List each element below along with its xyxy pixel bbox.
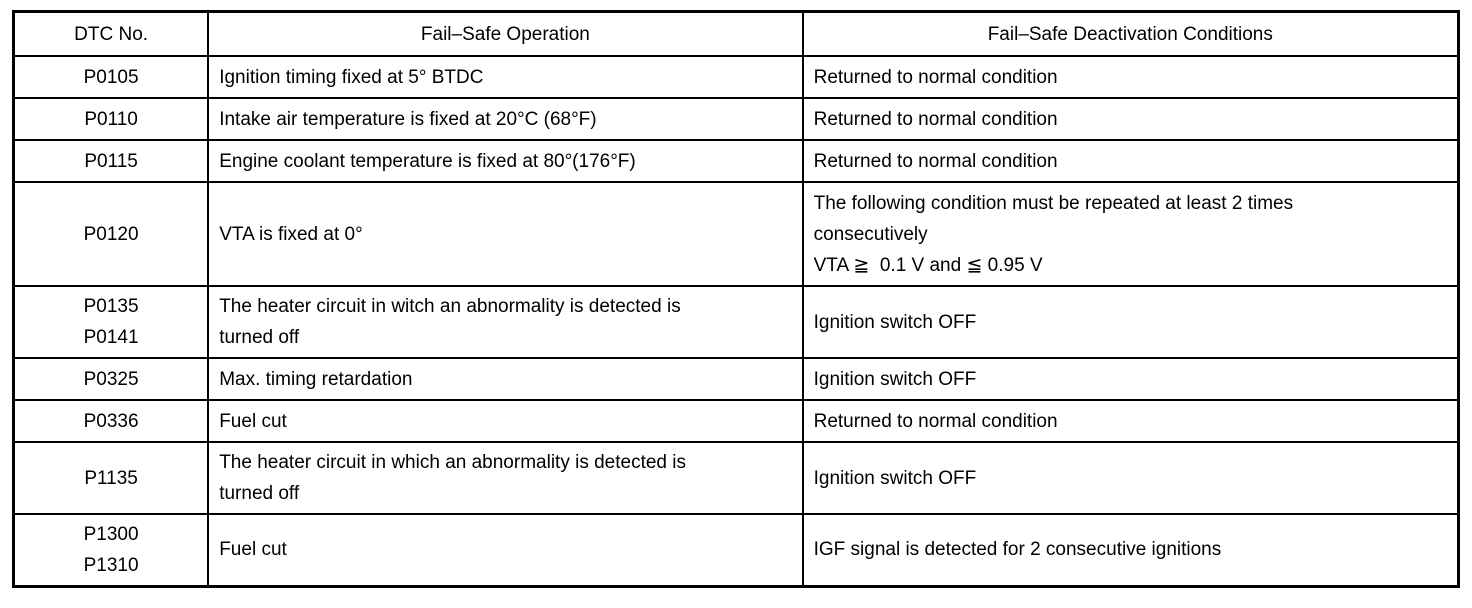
dtc-cell [14,400,209,442]
deactivation-text: Returned to normal condition [813,410,1058,432]
operation-text: Fuel cut [219,539,287,561]
dtc-cell [14,140,209,182]
operation-text: turned off [219,483,300,504]
deactivation-cell [803,400,1459,442]
dtc-code: P1310 [83,554,139,576]
operation-cell [208,286,802,358]
dtc-code: P0115 [84,150,138,172]
dtc-cell [14,182,209,286]
deactivation-cell [803,182,1459,286]
table-row [14,98,1459,140]
deactivation-text: IGF signal is detected for 2 consecutive ignitions [813,539,1222,561]
operation-cell [208,400,802,442]
deactivation-text: consecutively [813,223,928,245]
operation-text: The heater circuit in witch an abnormality is detected is [219,296,681,317]
operation-cell [208,98,802,140]
operation-text: Engine coolant temperature is fixed at 80°(176°F) [219,150,636,172]
deactivation-cell [803,514,1459,586]
table-row [14,358,1459,400]
header-fail-safe-operation: Fail–Safe Operation [208,12,802,57]
dtc-code: P1135 [84,467,138,489]
dtc-cell [14,56,209,98]
header-dtc-no: DTC No. [14,12,209,57]
deactivation-cell [803,358,1459,400]
operation-cell [208,514,802,586]
deactivation-cell [803,286,1459,358]
deactivation-cell [803,98,1459,140]
deactivation-text: Ignition switch OFF [813,311,977,333]
operation-cell [208,182,802,286]
dtc-cell [14,442,209,514]
dtc-code: P0135 [83,296,139,317]
deactivation-text: The following condition must be repeated at least 2 times [813,192,1294,214]
operation-text: VTA is fixed at 0° [219,223,363,245]
operation-text: Max. timing retardation [219,368,413,390]
operation-cell [208,442,802,514]
header-fail-safe-deactivation: Fail–Safe Deactivation Conditions [803,12,1459,57]
dtc-fail-safe-table [12,10,1460,588]
deactivation-text: VTA ≧ 0.1 V and ≦ 0.95 V [813,254,1043,276]
table-header-row [14,12,1459,57]
dtc-code: P0110 [84,108,138,130]
deactivation-cell [803,442,1459,514]
deactivation-cell [803,140,1459,182]
dtc-cell [14,98,209,140]
operation-cell [208,56,802,98]
dtc-code: P0325 [83,368,139,390]
dtc-cell [14,286,209,358]
table-row [14,182,1459,286]
table-row [14,400,1459,442]
table-row [14,514,1459,586]
operation-cell [208,358,802,400]
table-row [14,56,1459,98]
operation-text: turned off [219,327,300,348]
deactivation-text: Returned to normal condition [813,108,1058,130]
operation-text: The heater circuit in which an abnormality is detected is [219,452,686,473]
dtc-cell [14,514,209,586]
dtc-cell [14,358,209,400]
deactivation-text: Returned to normal condition [813,66,1058,88]
dtc-code: P1300 [83,523,139,545]
operation-cell [208,140,802,182]
operation-text: Intake air temperature is fixed at 20°C (68°F) [219,108,597,130]
dtc-code: P0120 [83,223,139,245]
deactivation-text: Ignition switch OFF [813,368,977,390]
deactivation-text: Returned to normal condition [813,150,1058,172]
operation-text: Fuel cut [219,410,287,432]
table-row [14,140,1459,182]
deactivation-cell [803,56,1459,98]
dtc-code: P0105 [83,66,139,88]
operation-text: Ignition timing fixed at 5° BTDC [219,66,484,88]
deactivation-text: Ignition switch OFF [813,467,977,489]
dtc-code: P0141 [83,327,139,348]
table-row [14,442,1459,514]
table-row [14,286,1459,358]
dtc-code: P0336 [83,410,139,432]
